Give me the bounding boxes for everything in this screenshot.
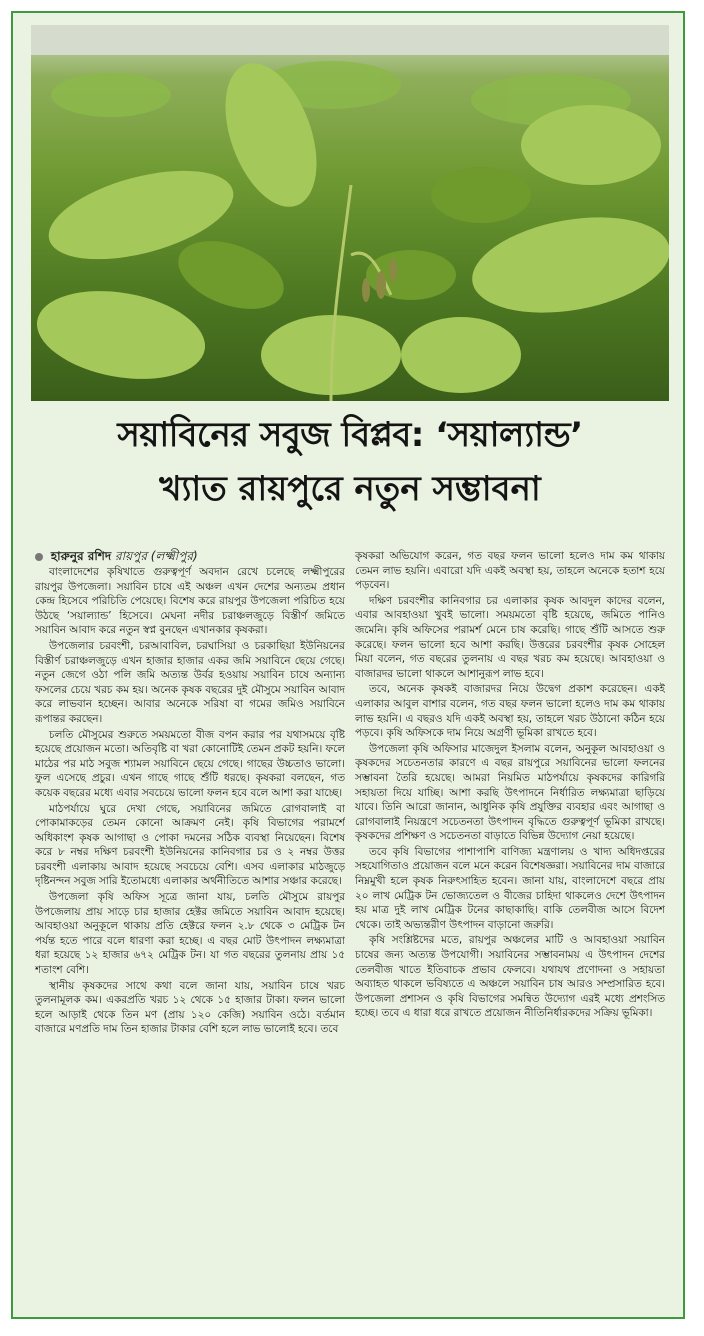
headline-line-2: খ্যাত রায়পুরে নতুন সম্ভাবনা <box>159 469 541 509</box>
paragraph: উপজেলার চরবংশী, চরআবাবিল, চরঘাসিয়া ও চরকাছিয়া ইউনিয়নের বিস্তীর্ণ চরাঞ্চলজুড়ে এখন হাজার হাজার একর জমি সয়াবিনে ছেয়ে গেছে। নতুন জেগে ওঠা পলি জমি অত্যন্ত উর্বর হওয়ায় সয়াবিন চাষে অন্যান্য ফসলের চেয়ে খরচ কম হয়। অনেক কৃষক বছরের দুই মৌসুমে সয়াবিন আবাদ করে লাভবান হচ্ছেন। আবার অনেকে সরিষা বা গমের জমিও সয়াবিনে রূপান্তর করছেন। <box>35 639 345 725</box>
paragraph: কৃষকরা অভিযোগ করেন, গত বছর ফলন ভালো হলেও দাম কম থাকায় তেমন লাভ হয়নি। এবারো যদি একই অবস্থা হয়, তাহলে অনেকে হতাশ হয়ে পড়বেন। <box>355 550 665 592</box>
bullet-icon <box>35 553 43 561</box>
paragraph: বাংলাদেশের কৃষিখাতে গুরুত্বপূর্ণ অবদান রেখে চলেছে লক্ষ্মীপুরের রায়পুর উপজেলা। সয়াবিন চাষে এই অঞ্চল এখন দেশের অন্যতম প্রধান কেন্দ্র হিসেবে পরিচিতি পেয়েছে। বিশেষ করে রায়পুর উপজেলা পরিচিত হয়ে উঠছে ‘সয়াল্যান্ড’ হিসেবে। মেঘনা নদীর চরাঞ্চলজুড়ে বিস্তীর্ণ জমিতে সয়াবিন আবাদ করে নতুন স্বপ্ন বুনছেন এখানকার কৃষকরা। <box>35 566 345 637</box>
article-headline <box>31 408 669 516</box>
paragraph: তবে, অনেক কৃষকই বাজারদর নিয়ে উদ্বেগ প্রকাশ করেছেন। একই এলাকার আবুল বাশার বলেন, গত বছর ফলন ভালো হলেও দাম কম থাকায় লাভ হয়নি। এ বছরও যদি একই অবস্থা হয়, তাহলে খরচ উঠানো কঠিন হয়ে পড়বে। কৃষি অফিসকে দাম নিয়ে অগ্রণী ভূমিকা রাখতে হবে। <box>355 683 665 740</box>
paragraph: মাঠপর্যায়ে ঘুরে দেখা গেছে, সয়াবিনের জমিতে রোগবালাই বা পোকামাকড়ের তেমন কোনো আক্রমণ নেই। কৃষি বিভাগের পরামর্শে অধিকাংশ কৃষক আগাছা ও পোকা দমনের সঠিক ব্যবস্থা নিয়েছেন। বিশেষ করে ৮ নম্বর দক্ষিণ চরবংশী ইউনিয়নের কানিবগার চর ও ২ নম্বর উত্তর চরবংশী এলাকায় আবাদ হয়েছে সবচেয়ে বেশি। এসব এলাকার মাঠজুড়ে দৃষ্টিনন্দন সবুজ সারি ইতোমধ্যে এলাকার অর্থনীতিতে আশার সঞ্চার করেছে। <box>35 802 345 888</box>
leaf-illustration <box>31 25 669 401</box>
paragraph: উপজেলা কৃষি অফিস সূত্রে জানা যায়, চলতি মৌসুমে রায়পুর উপজেলায় প্রায় সাড়ে চার হাজার হেক্টর জমিতে সয়াবিন আবাদ হয়েছে। আবহাওয়া অনুকূলে থাকায় প্রতি হেক্টরে ফলন ২.৮ থেকে ৩ মেট্রিক টন পর্যন্ত হতে পারে বলে ধারণা করা হচ্ছে। এ বছর মোট উৎপাদন লক্ষ্যমাত্রা ধরা হয়েছে ১২ হাজার ৬৭২ মেট্রিক টন। যা গত বছরের তুলনায় প্রায় ১৫ শতাংশ বেশি। <box>35 891 345 977</box>
article-frame <box>11 11 685 1319</box>
byline-place: রায়পুর (লক্ষ্মীপুর) <box>115 549 198 563</box>
soybean-field-photo <box>31 25 669 401</box>
paragraph: তবে কৃষি বিভাগের পাশাপাশি বাণিজ্য মন্ত্রণালয় ও খাদ্য অধিদপ্তরের সহযোগিতাও প্রয়োজন বলে মনে করেন বিশেষজ্ঞরা। সয়াবিনের দাম বাজারে নিম্নমুখী হলে কৃষক নিরুৎসাহিত হবেন। জানা যায়, বাংলাদেশে বছরে প্রায় ২০ লাখ মেট্রিক টন ভোজ্যতেল ও বীজের চাহিদা থাকলেও দেশে উৎপাদন হয় মাত্র দুই লাখ মেট্রিক টনের কাছাকাছি। বাকি তেলবীজ আসে বিদেশ থেকে। তাই অভ্যন্তরীণ উৎপাদন বাড়ানো জরুরি। <box>355 845 665 931</box>
paragraph: কৃষি সংশ্লিষ্টদের মতে, রায়পুর অঞ্চলের মাটি ও আবহাওয়া সয়াবিন চাষের জন্য অত্যন্ত উপযোগী। সয়াবিনের সম্ভাবনাময় এ উৎপাদন দেশের তেলবীজ খাতে ইতিবাচক প্রভাব ফেলবে। যথাযথ প্রণোদনা ও সহায়তা অব্যাহত থাকলে ভবিষ্যতে এ অঞ্চলে সয়াবিন চাষ আরও সম্প্রসারিত হবে। উপজেলা প্রশাসন ও কৃষি বিভাগের সমন্বিত উদ্যোগ এরই মধ্যে প্রশংসিত হচ্ছে। তবে এ ধারা ধরে রাখতে প্রয়োজন নীতিনির্ধারকদের সক্রিয় ভূমিকা। <box>355 934 665 1020</box>
left-column <box>35 565 345 1310</box>
headline-line-1: সয়াবিনের সবুজ বিপ্লব: ‘সয়াল্যান্ড’ <box>117 415 583 455</box>
paragraph: উপজেলা কৃষি অফিসার মাজেদুল ইসলাম বলেন, অনুকূল আবহাওয়া ও কৃষকদের সচেতনতার কারণে এ বছর রায়পুরে সয়াবিনের ভালো ফলনের সম্ভাবনা তৈরি হয়েছে। আমরা নিয়মিত মাঠপর্যায়ে কৃষকদের কারিগরি সহায়তা দিয়ে যাচ্ছি। আশা করছি উৎপাদনে নির্ধারিত লক্ষ্যমাত্রা ছাড়িয়ে যাবে। তিনি আরো জানান, আধুনিক কৃষি প্রযুক্তির ব্যবহার এবং আগাছা ও রোগবালাই নিয়ন্ত্রণে সচেতনতা উৎপাদন বৃদ্ধিতে গুরুত্বপূর্ণ ভূমিকা রাখছে। কৃষকদের প্রশিক্ষণ ও সচেতনতা বাড়াতে বিভিন্ন উদ্যোগ নেয়া হয়েছে। <box>355 742 665 843</box>
byline-author: হারুনুর রশিদ <box>50 549 112 563</box>
paragraph: দক্ষিণ চরবংশীর কানিবগার চর এলাকার কৃষক আবদুল কাদের বলেন, এবার আবহাওয়া খুবই ভালো। সময়মতো বৃষ্টি হয়েছে, জমিতে পানিও জমেনি। কৃষি অফিসের পরামর্শ মেনে চাষ করেছি। গাছে শুঁটি আসতে শুরু করেছে। ফলন ভালো হবে আশা করছি। উত্তরের চরবংশীর কৃষক সোহেল মিয়া বলেন, গত বছরের তুলনায় এ বছর খরচ কম হয়েছে। আবহাওয়া ও বাজারদর ভালো থাকলে আশানুরূপ লাভ হবে। <box>355 594 665 680</box>
paragraph: স্থানীয় কৃষকদের সাথে কথা বলে জানা যায়, সয়াবিন চাষে খরচ তুলনামূলক কম। একরপ্রতি খরচ ১২ থেকে ১৫ হাজার টাকা। ফলন ভালো হলে আড়াই থেকে তিন মণ (প্রায় ১২০ কেজি) সয়াবিন ওঠে। বর্তমান বাজারে মণপ্রতি দাম তিন হাজার টাকার বেশি হলে লাভ ভালোই হবে। তবে <box>35 979 345 1036</box>
paragraph: চলতি মৌসুমের শুরুতে সময়মতো বীজ বপন করার পর যথাসময়ে বৃষ্টি হয়েছে প্রয়োজন মতো। অতিবৃষ্টি বা খরা কোনোটিই তেমন প্রকট হয়নি। ফলে মাঠের পর মাঠ সবুজ শ্যামল সয়াবিনে ছেয়ে গেছে। গাছের উচ্চতাও ভালো। ফুল এসেছে প্রচুর। এখন গাছে গাছে শুঁটি ধরছে। কৃষকরা বলছেন, গত কয়েক বছরের মধ্যে এবার সবচেয়ে ভালো ফলন হবে বলে আশা করা যাচ্ছে। <box>35 728 345 799</box>
right-column <box>355 549 665 1309</box>
